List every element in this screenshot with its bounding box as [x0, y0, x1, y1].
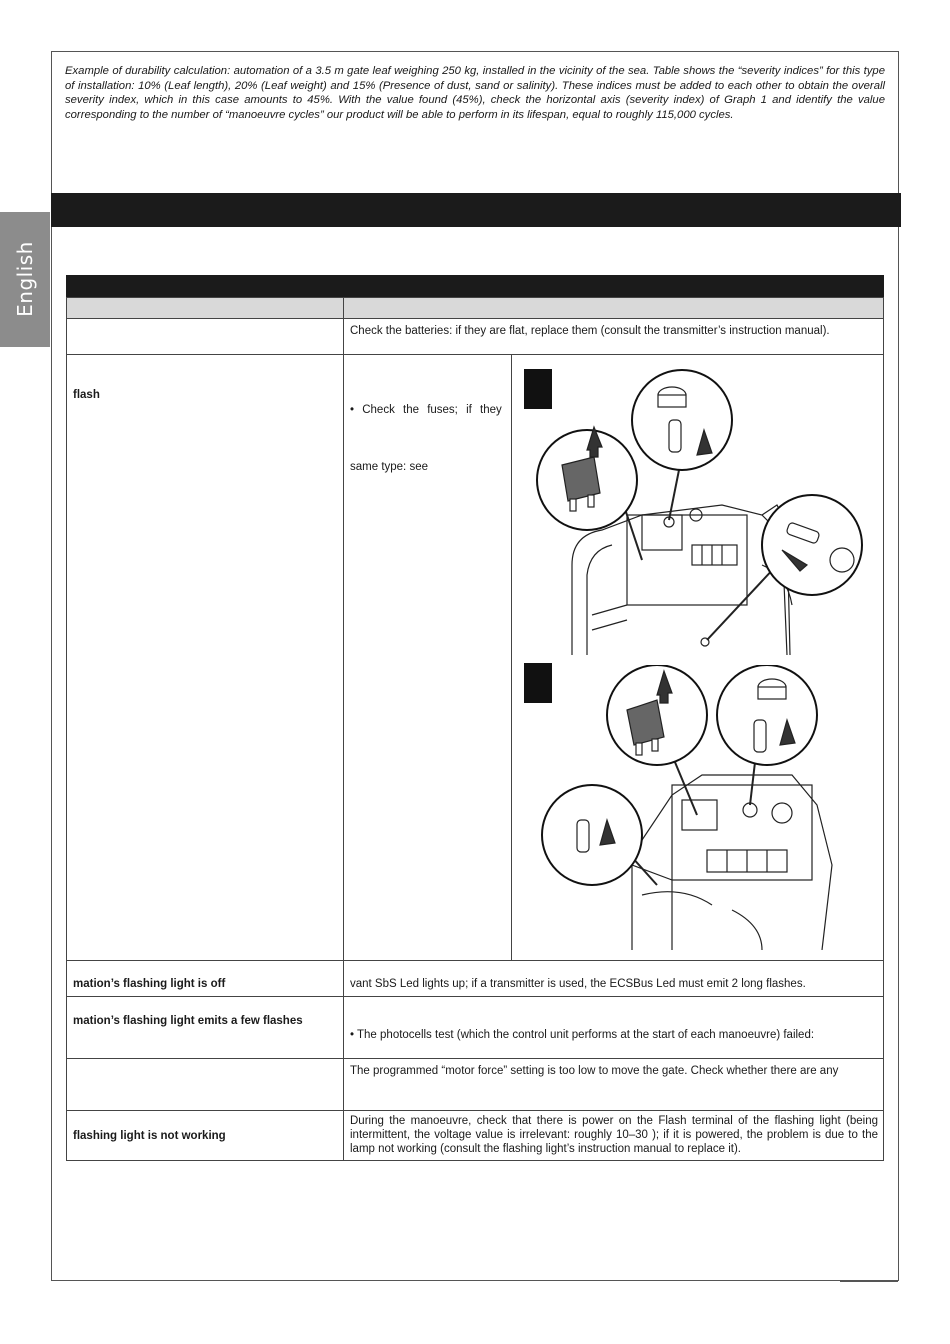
table-row-6-solution — [343, 1110, 884, 1161]
table-row-5-problem — [66, 1058, 344, 1111]
table-row-2-problem — [66, 354, 344, 961]
column-header-solution — [343, 297, 884, 319]
row-6-problem-text: flashing light is not working — [73, 1130, 226, 1142]
table-row-1-solution — [343, 318, 884, 355]
row-4-solution-text: • The photocells test (which the control unit performs at the start of each manoeuvre) failed: — [350, 1029, 815, 1041]
table-row-4-problem — [66, 996, 344, 1059]
row-3-solution-text: vant SbS Led lights up; if a transmitter is used, the ECSBus Led must emit 2 long flashes. — [350, 978, 806, 990]
table-row-6-problem — [66, 1110, 344, 1161]
row-5-solution-text: The programmed “motor force” setting is too low to move the gate. Check whether there are any — [350, 1065, 839, 1077]
row-2-solution-line1: • Check the fuses; if they — [350, 404, 502, 416]
row-2-solution-line2: same type: see — [350, 461, 428, 473]
figure-2-fuse-locations — [532, 665, 877, 950]
glass-fuse-icon — [542, 785, 642, 885]
footer-rule — [840, 1281, 898, 1282]
row-2-problem-text: flash — [73, 389, 100, 401]
figure-cell — [511, 354, 884, 961]
table-row-4-solution — [343, 996, 884, 1059]
language-tab — [0, 212, 50, 347]
glass-fuse-icon — [762, 495, 862, 595]
row-4-problem-text: mation’s flashing light emits a few flashes — [73, 1015, 303, 1027]
row-1-solution-text: Check the batteries: if they are flat, replace them (consult the transmitter’s instruction manual). — [350, 325, 830, 337]
intro-paragraph: Example of durability calculation: automation of a 3.5 m gate leaf weighing 250 kg, installed in the vicinity of the sea. Table shows the “severity indices” for this type of installation: 10% (Leaf length), 20% (Leaf weight) and 15% (Presence of dust, sand or salinity). These indices must be added to each other to obtain the overall severity index, which in this case amounts to 45%. With the value found (45%), check the horizontal axis (severity index) of Graph 1 and identify the value corresponding to the number of “manoeuvre cycles” our product will be able to perform in its lifespan, equal to roughly 115,000 cycles. — [65, 65, 885, 121]
row-3-problem-text: mation’s flashing light is off — [73, 978, 226, 990]
glass-fuse-icon — [632, 370, 732, 470]
figure-1-fuse-locations — [532, 365, 877, 655]
table-row-1-problem — [66, 318, 344, 355]
table-row-5-solution — [343, 1058, 884, 1111]
table-row-2-solution — [343, 354, 512, 961]
row-6-solution-text: During the manoeuvre, check that there is power on the Flash terminal of the flashing light (being intermittent, the voltage value is irrelevant: roughly 10–30 ); if it is powered, the problem is due to the lamp not working (consult the flashing light’s instruction manual to replace it). — [350, 1115, 878, 1155]
column-header-problem — [66, 297, 344, 319]
table-row-3-problem — [66, 960, 344, 997]
table-row-3-solution — [343, 960, 884, 997]
table-title-bar — [66, 275, 884, 297]
section-header-bar — [51, 193, 901, 227]
language-label: English — [13, 241, 37, 317]
